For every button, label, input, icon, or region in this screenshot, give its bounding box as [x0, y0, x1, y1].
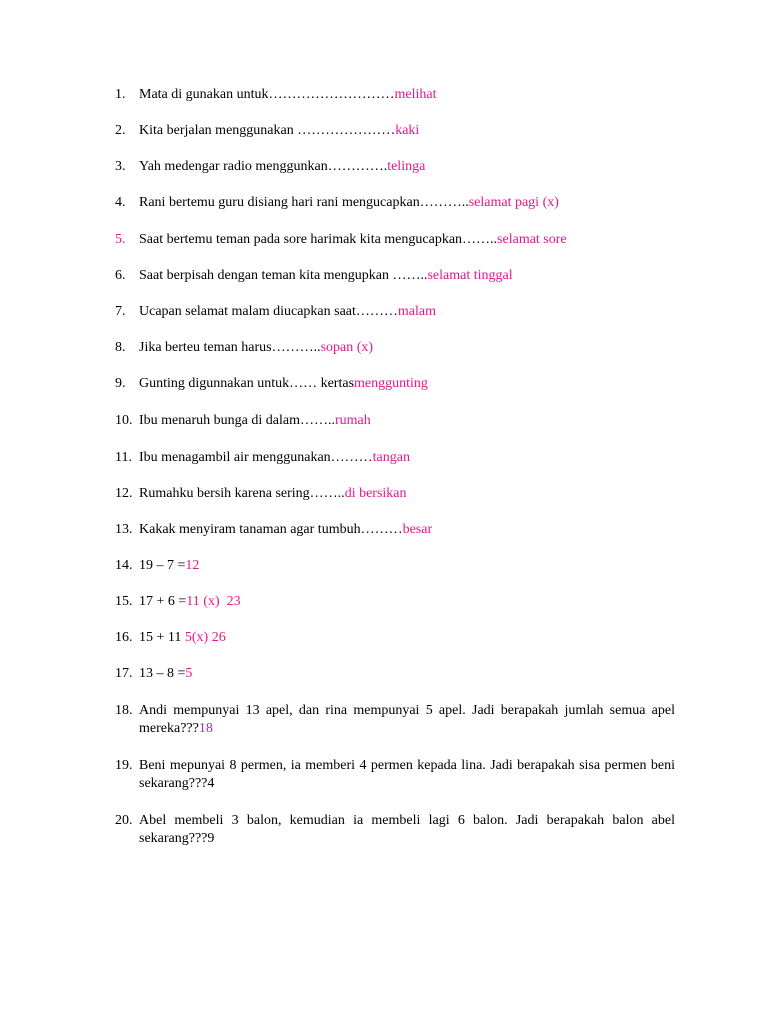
question-text: Andi mempunyai 13 apel, dan rina mempunyai 5 apel. Jadi berapakah jumlah semua apel mereka???: [139, 703, 675, 736]
list-item: [115, 231, 675, 249]
question-text: Jika berteu teman harus………..: [139, 340, 321, 355]
answer-text: kaki: [395, 123, 420, 138]
answer-text: malam: [397, 304, 437, 319]
question-text: 13 – 8 =: [139, 666, 186, 681]
answer-text: menggunting: [354, 376, 428, 391]
item-number: 9.: [115, 376, 126, 391]
question-text: Mata di gunakan untuk………………………: [139, 87, 395, 102]
question-text: Kita berjalan menggunakan …………………: [139, 123, 396, 138]
answer-text: 5: [185, 666, 193, 681]
item-number: 12.: [115, 486, 133, 501]
item-text: [139, 702, 675, 738]
list-item: [115, 521, 675, 539]
item-text: [139, 194, 675, 212]
item-number: 19.: [115, 758, 133, 773]
question-text: Ibu menagambil air menggunakan………: [139, 450, 373, 465]
list-item: [115, 629, 675, 647]
answer-text: selamat pagi (x): [468, 195, 559, 210]
item-text: [139, 485, 675, 503]
list-item: [115, 86, 675, 104]
list-item: [115, 485, 675, 503]
question-text: Rani bertemu guru disiang hari rani mengucapkan………..: [139, 195, 469, 210]
answer-text: melihat: [394, 87, 437, 102]
question-text: Ucapan selamat malam diucapkan saat………: [139, 304, 398, 319]
list-item: [115, 412, 675, 430]
answer-text: di bersikan: [344, 486, 407, 501]
item-text: [139, 412, 675, 430]
item-number: 16.: [115, 630, 133, 645]
item-text: [139, 339, 675, 357]
question-text: 15 + 11: [139, 630, 185, 645]
answer-text: rumah: [334, 413, 371, 428]
list-item: [115, 702, 675, 738]
answer-text: sopan (x): [320, 340, 374, 355]
question-text: Yah medengar radio menggunkan………….: [139, 159, 388, 174]
question-text: 19 – 7 =: [139, 558, 186, 573]
item-text: [139, 122, 675, 140]
item-number: 13.: [115, 522, 133, 537]
item-number: 8.: [115, 340, 126, 355]
item-number: 6.: [115, 268, 126, 283]
item-text: [139, 267, 675, 285]
item-text: [139, 557, 675, 575]
answer-text: 12: [185, 558, 200, 573]
list-item: [115, 812, 675, 848]
list-item: [115, 267, 675, 285]
item-text: [139, 86, 675, 104]
question-text: Kakak menyiram tanaman agar tumbuh………: [139, 522, 403, 537]
item-number: 5.: [115, 232, 126, 247]
item-text: [139, 812, 675, 848]
question-text: Ibu menaruh bunga di dalam……..: [139, 413, 335, 428]
question-text: Saat berpisah dengan teman kita mengupkan ……..: [139, 268, 428, 283]
item-text: [139, 231, 675, 249]
answer-text: selamat tinggal: [427, 268, 513, 283]
list-item: [115, 375, 675, 393]
item-number: 18.: [115, 703, 133, 718]
item-number: 11.: [115, 450, 132, 465]
answer-text: besar: [402, 522, 433, 537]
question-text: 17 + 6 =: [139, 594, 187, 609]
question-text: Gunting digunnakan untuk…… kertas: [139, 376, 355, 391]
item-text: [139, 449, 675, 467]
item-number: 4.: [115, 195, 126, 210]
list-item: [115, 757, 675, 793]
question-text: Rumahku bersih karena sering……..: [139, 486, 345, 501]
question-text: Saat bertemu teman pada sore harimak kita mengucapkan……..: [139, 232, 498, 247]
item-text: [139, 375, 675, 393]
item-text: [139, 593, 675, 611]
item-text: [139, 303, 675, 321]
item-number: 14.: [115, 558, 133, 573]
list-item: [115, 665, 675, 683]
item-text: [139, 665, 675, 683]
list-item: [115, 339, 675, 357]
item-number: 20.: [115, 813, 133, 828]
item-text: [139, 629, 675, 647]
answer-text: 11 (x) 23: [186, 594, 241, 609]
item-number: 1.: [115, 87, 126, 102]
answer-text: 5(x) 26: [184, 630, 226, 645]
list-item: [115, 303, 675, 321]
item-number: 7.: [115, 304, 126, 319]
list-item: [115, 593, 675, 611]
answer-text: tangan: [372, 450, 410, 465]
item-number: 15.: [115, 594, 133, 609]
item-text: [139, 757, 675, 793]
list-item: [115, 122, 675, 140]
question-text: Beni mepunyai 8 permen, ia memberi 4 permen kepada lina. Jadi berapakah sisa permen beni sekarang???4: [139, 758, 675, 791]
item-number: 10.: [115, 413, 133, 428]
item-text: [139, 521, 675, 539]
item-number: 17.: [115, 666, 133, 681]
list-item: [115, 449, 675, 467]
item-number: 2.: [115, 123, 126, 138]
answer-text: telinga: [387, 159, 426, 174]
question-text: Abel membeli 3 balon, kemudian ia membeli lagi 6 balon. Jadi berapakah balon abel sekarang???9: [139, 813, 675, 846]
list-item: [115, 158, 675, 176]
list-item: [115, 194, 675, 212]
item-number: 3.: [115, 159, 126, 174]
list-item: [115, 557, 675, 575]
item-text: [139, 158, 675, 176]
answer-text: selamat sore: [497, 232, 567, 247]
answer-text: 18: [198, 721, 213, 736]
